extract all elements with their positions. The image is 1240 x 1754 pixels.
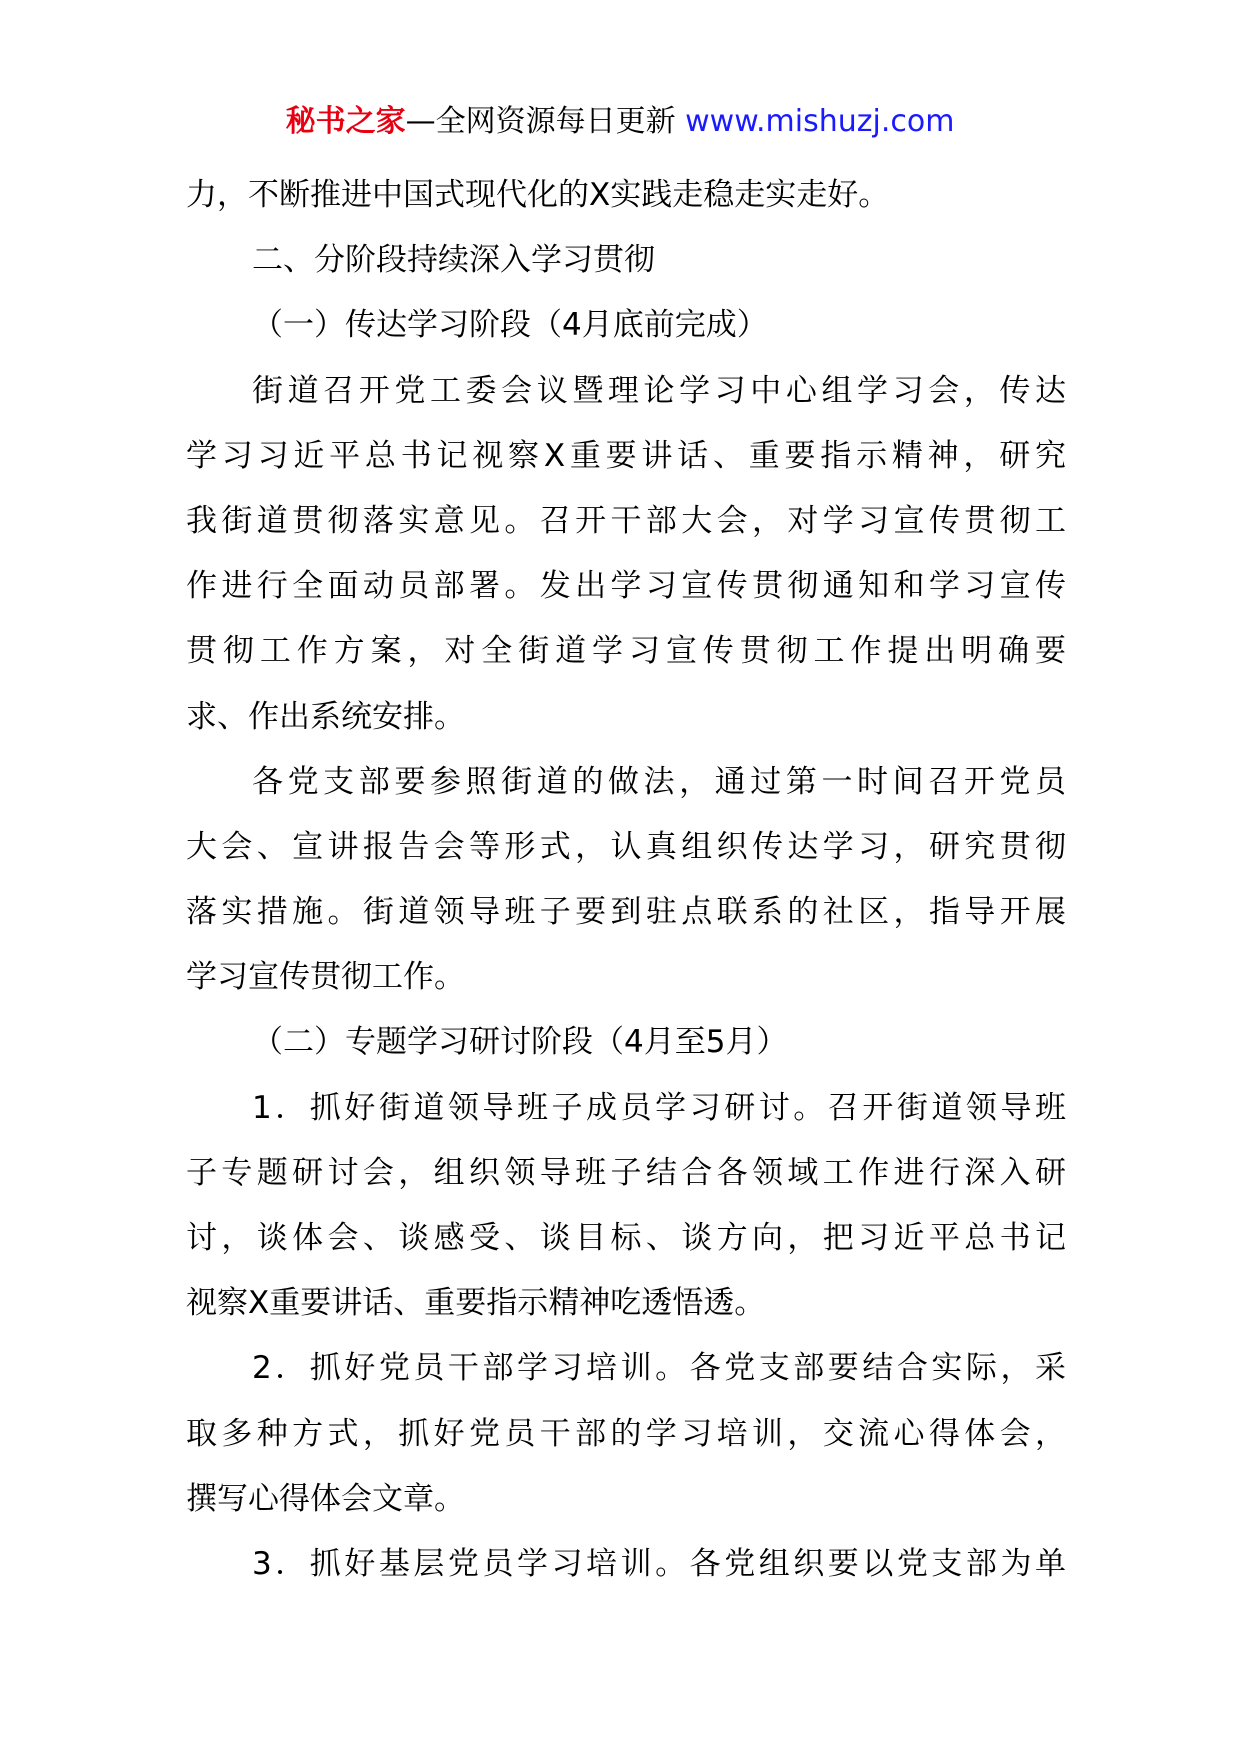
text-line: 视察X重要讲话、重要指示精神吃透悟透。 [186,1285,766,1322]
watermark-header [0,100,1240,144]
header-url: www.mishuzj.com [685,104,955,139]
text-line: 求、作出系统安排。 [186,698,465,735]
text-line: 2．抓好党员干部学习培训。各党支部要结合实际，采 [252,1350,1066,1387]
text-line: 各党支部要参照街道的做法，通过第一时间召开党员 [252,763,1066,800]
document-body [186,163,1066,1597]
text-line: 学习宣传贯彻工作。 [186,959,465,996]
text-line: 力，不断推进中国式现代化的X实践走稳走实走好。 [186,177,890,213]
text-line: 大会、宣讲报告会等形式，认真组织传达学习，研究贯彻 [186,828,1066,865]
text-line: 取多种方式，抓好党员干部的学习培训，交流心得体会， [186,1415,1066,1452]
header-slogan: —全网资源每日更新 [405,104,676,139]
text-line: 1．抓好街道领导班子成员学习研讨。召开街道领导班 [252,1089,1066,1126]
text-line: 讨，谈体会、谈感受、谈目标、谈方向，把习近平总书记 [186,1220,1066,1256]
text-line: 街道召开党工委会议暨理论学习中心组学习会，传达 [252,372,1066,409]
text-line: 撰写心得体会文章。 [186,1480,465,1517]
text-line: 贯彻工作方案，对全街道学习宣传贯彻工作提出明确要 [186,633,1066,670]
text-line: （二）专题学习研讨阶段（4月至5月） [252,1024,788,1061]
text-line: 学习习近平总书记视察X重要讲话、重要指示精神，研究 [186,437,1066,474]
text-line: 3．抓好基层党员学习培训。各党组织要以党支部为单 [252,1545,1066,1582]
text-line: 作进行全面动员部署。发出学习宣传贯彻通知和学习宣传 [186,568,1066,605]
text-line: （一）传达学习阶段（4月底前完成） [252,307,768,344]
text-line: 子专题研讨会，组织领导班子结合各领域工作进行深入研 [186,1154,1066,1191]
text-line: 我街道贯彻落实意见。召开干部大会，对学习宣传贯彻工 [186,502,1066,539]
text-line: 落实措施。街道领导班子要到驻点联系的社区，指导开展 [186,894,1066,931]
text-line: 二、分阶段持续深入学习贯彻 [252,242,655,279]
header-brand: 秘书之家 [285,104,406,139]
